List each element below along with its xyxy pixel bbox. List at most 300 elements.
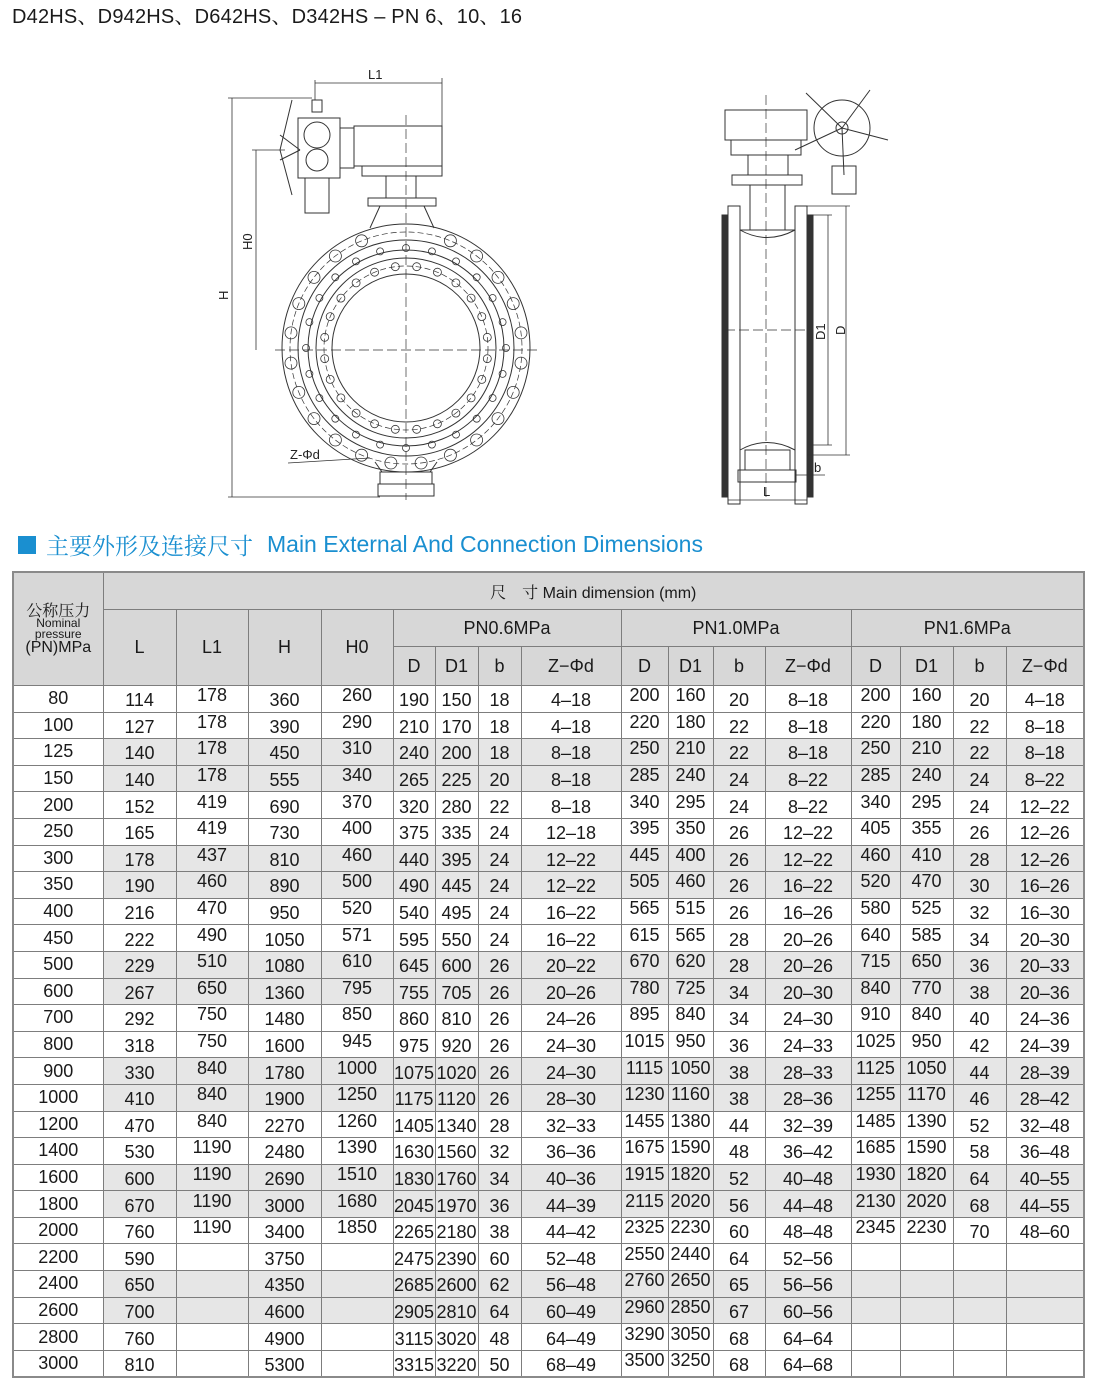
- table-cell: [248, 1217, 321, 1244]
- table-cell: [393, 1271, 435, 1298]
- header-subcol: D1: [435, 647, 478, 686]
- dimensions-table: [12, 571, 1085, 1378]
- header-subcol: Z−Φd: [1006, 647, 1084, 686]
- table-cell: [953, 1297, 1006, 1324]
- cell-value: 1025: [855, 1031, 896, 1052]
- table-cell: [321, 739, 393, 766]
- table-cell: [435, 951, 478, 978]
- table-cell: [103, 1058, 176, 1085]
- table-cell: [953, 1005, 1006, 1032]
- cell-value: 165: [124, 823, 155, 844]
- cell-value: 730: [269, 823, 300, 844]
- cell-value: 38: [969, 982, 990, 1003]
- cell-value: 515: [675, 898, 706, 919]
- table-cell: [393, 1297, 435, 1324]
- cell-value: 760: [124, 1222, 155, 1243]
- header-group-pn10: PN1.0MPa: [621, 610, 851, 647]
- table-cell: [393, 1191, 435, 1218]
- table-cell: [1006, 739, 1084, 766]
- cell-value: 2600: [436, 1275, 477, 1296]
- table-cell: [621, 1271, 668, 1298]
- cell-value: 16–22: [545, 903, 597, 924]
- cell-nominal-pressure: [13, 1031, 103, 1058]
- table-cell: [521, 686, 621, 713]
- cell-value: 20–26: [545, 982, 597, 1003]
- cell-value: 1340: [436, 1115, 477, 1136]
- cell-value: 56–56: [782, 1275, 834, 1296]
- table-cell: [713, 978, 765, 1005]
- table-cell: [478, 1271, 521, 1298]
- table-cell: [321, 1005, 393, 1032]
- cell-value: 705: [441, 982, 472, 1003]
- cell-value: 1000: [336, 1057, 378, 1078]
- table-cell: [851, 951, 900, 978]
- cell-value: 585: [911, 924, 942, 945]
- cell-value: 525: [911, 898, 942, 919]
- table-cell: [900, 1244, 953, 1271]
- table-cell: [521, 1084, 621, 1111]
- cell-value: 4600: [264, 1301, 305, 1322]
- cell-value: 24: [489, 876, 510, 897]
- cell-value: 38: [728, 1062, 750, 1083]
- cell-value: 200: [860, 685, 891, 706]
- table-cell: [521, 1058, 621, 1085]
- cell-value: 12–22: [782, 823, 834, 844]
- table-cell: [851, 1191, 900, 1218]
- table-cell: [1006, 792, 1084, 819]
- table-cell: [668, 1271, 713, 1298]
- cell-value: 285: [629, 765, 660, 786]
- cell-value: 1075: [393, 1062, 435, 1083]
- table-cell: [248, 1350, 321, 1377]
- cell-value: 2130: [855, 1190, 896, 1211]
- table-cell: [851, 872, 900, 899]
- cell-value: 150: [43, 768, 74, 789]
- table-cell: [103, 1031, 176, 1058]
- cell-value: 1200: [38, 1113, 79, 1134]
- cell-value: 571: [341, 924, 373, 945]
- cell-value: 48–48: [782, 1222, 834, 1243]
- cell-value: 34: [728, 1009, 750, 1030]
- cell-value: 200: [43, 794, 74, 815]
- table-cell: [176, 898, 248, 925]
- cell-value: 640: [860, 924, 891, 945]
- table-cell: [176, 818, 248, 845]
- table-cell: [900, 1058, 953, 1085]
- cell-value: 240: [675, 765, 706, 786]
- cell-value: 530: [124, 1142, 155, 1163]
- cell-value: 1930: [855, 1164, 896, 1184]
- cell-value: 22: [728, 743, 750, 764]
- cell-nominal-pressure: [13, 1217, 103, 1244]
- cell-value: 18: [489, 743, 510, 764]
- cell-value: 52–56: [782, 1248, 834, 1269]
- cell-value: 1255: [855, 1084, 896, 1105]
- cell-value: 44: [728, 1115, 750, 1136]
- cell-value: 510: [196, 951, 228, 972]
- table-row: [13, 686, 1084, 713]
- table-cell: [435, 1058, 478, 1085]
- cell-value: 840: [860, 978, 891, 998]
- cell-value: 32–39: [782, 1115, 834, 1136]
- table-cell: [765, 712, 851, 739]
- table-cell: [621, 1297, 668, 1324]
- cell-value: 2480: [264, 1142, 305, 1163]
- cell-value: 2045: [393, 1195, 435, 1216]
- table-cell: [621, 845, 668, 872]
- table-cell: [851, 686, 900, 713]
- table-cell: [900, 1324, 953, 1351]
- cell-value: 28–36: [782, 1089, 834, 1110]
- table-cell: [176, 1111, 248, 1138]
- cell-value: 180: [911, 712, 942, 732]
- table-cell: [435, 1297, 478, 1324]
- table-row: [13, 1005, 1084, 1032]
- table-cell: [478, 712, 521, 739]
- cell-value: 16–30: [1019, 903, 1070, 924]
- cell-value: 1230: [624, 1084, 665, 1105]
- cell-value: 210: [911, 738, 942, 759]
- cell-value: 24: [489, 823, 510, 844]
- table-cell: [248, 765, 321, 792]
- cell-value: 1115: [625, 1057, 664, 1078]
- cell-value: 470: [196, 898, 228, 919]
- table-cell: [521, 1111, 621, 1138]
- table-cell: [668, 818, 713, 845]
- bolt-hole-icon: [371, 420, 379, 428]
- cell-value: 725: [675, 978, 706, 998]
- table-cell: [321, 712, 393, 739]
- table-cell: [713, 1084, 765, 1111]
- table-cell: [713, 792, 765, 819]
- cell-value: 28: [489, 1115, 510, 1136]
- table-cell: [393, 1164, 435, 1191]
- table-cell: [521, 1217, 621, 1244]
- cell-value: 2020: [670, 1190, 711, 1211]
- cell-value: 795: [341, 978, 373, 998]
- cell-value: 12–22: [545, 849, 597, 870]
- cell-value: 1590: [906, 1137, 947, 1158]
- cell-value: 200: [441, 743, 472, 764]
- table-cell: [713, 1164, 765, 1191]
- table-cell: [103, 1138, 176, 1165]
- cell-value: 3000: [38, 1353, 79, 1374]
- table-cell: [668, 1324, 713, 1351]
- table-cell: [621, 1111, 668, 1138]
- table-cell: [621, 1031, 668, 1058]
- table-cell: [521, 1138, 621, 1165]
- table-cell: [953, 1217, 1006, 1244]
- bolt-hole-icon: [308, 271, 320, 283]
- cell-value: 24: [969, 770, 990, 791]
- table-cell: [621, 686, 668, 713]
- cell-value: 26: [489, 956, 510, 977]
- cell-value: 780: [629, 978, 660, 998]
- cell-value: 265: [398, 770, 430, 791]
- dim-label-l: L: [763, 484, 771, 499]
- table-cell: [393, 1005, 435, 1032]
- cell-value: 450: [43, 927, 74, 948]
- section-title-cn: 主要外形及连接尺寸: [46, 534, 253, 560]
- cell-nominal-pressure: [13, 1164, 103, 1191]
- table-cell: [851, 1031, 900, 1058]
- table-cell: [435, 1244, 478, 1271]
- cell-value: 64: [969, 1168, 990, 1189]
- table-cell: [1006, 1271, 1084, 1298]
- cell-value: 20: [969, 690, 990, 711]
- cell-value: 20–22: [545, 956, 597, 977]
- cell-value: 650: [911, 951, 942, 972]
- table-cell: [713, 686, 765, 713]
- table-cell: [248, 1244, 321, 1271]
- cell-nominal-pressure: [13, 1324, 103, 1351]
- table-cell: [176, 792, 248, 819]
- cell-nominal-pressure: [13, 872, 103, 899]
- cell-value: 340: [341, 765, 373, 786]
- cell-value: 800: [43, 1034, 74, 1055]
- table-cell: [103, 1164, 176, 1191]
- cell-value: 3050: [670, 1323, 711, 1344]
- table-cell: [851, 1217, 900, 1244]
- table-cell: [393, 845, 435, 872]
- cell-value: 1190: [192, 1190, 232, 1211]
- cell-value: 68–49: [545, 1355, 597, 1376]
- table-cell: [851, 925, 900, 952]
- cell-value: 595: [398, 929, 430, 950]
- cell-value: 750: [196, 1004, 228, 1025]
- cell-value: 64–64: [782, 1328, 834, 1349]
- cell-value: 1680: [336, 1190, 378, 1211]
- header-col-h0: H0: [321, 610, 393, 686]
- cell-value: 67: [728, 1301, 750, 1322]
- header-pn-cn: 公称压力: [26, 600, 91, 620]
- cell-value: 24: [969, 796, 990, 817]
- cell-nominal-pressure: [13, 739, 103, 766]
- table-row: [13, 1217, 1084, 1244]
- cell-value: 26: [489, 1036, 510, 1057]
- cell-value: 1190: [192, 1217, 232, 1238]
- cell-nominal-pressure: [13, 925, 103, 952]
- cell-value: 240: [911, 765, 942, 786]
- cell-value: 1050: [264, 929, 305, 950]
- table-cell: [435, 978, 478, 1005]
- table-cell: [521, 1244, 621, 1271]
- table-cell: [435, 845, 478, 872]
- cell-value: 2905: [393, 1301, 435, 1322]
- dim-label-l1: L1: [368, 67, 383, 82]
- cell-nominal-pressure: [13, 845, 103, 872]
- table-cell: [621, 765, 668, 792]
- cell-value: 32–48: [1019, 1115, 1070, 1136]
- table-cell: [713, 1271, 765, 1298]
- cell-value: 1080: [264, 956, 305, 977]
- cell-value: 1260: [336, 1111, 378, 1131]
- header-nominal-pressure: [13, 572, 103, 686]
- table-cell: [851, 818, 900, 845]
- cell-value: 210: [398, 716, 430, 737]
- cell-value: 400: [43, 901, 74, 922]
- table-cell: [851, 845, 900, 872]
- table-cell: [478, 1164, 521, 1191]
- cell-value: 220: [629, 712, 660, 732]
- table-cell: [478, 1058, 521, 1085]
- table-cell: [393, 1031, 435, 1058]
- cell-value: 437: [196, 845, 228, 865]
- table-cell: [393, 765, 435, 792]
- table-cell: [1006, 1031, 1084, 1058]
- cell-value: 38: [728, 1089, 750, 1110]
- cell-nominal-pressure: [13, 1271, 103, 1298]
- cell-value: 410: [124, 1089, 155, 1110]
- cell-value: 8–18: [550, 770, 592, 791]
- table-cell: [176, 1031, 248, 1058]
- table-cell: [621, 1244, 668, 1271]
- cell-value: 24–30: [545, 1036, 597, 1057]
- cell-value: 1190: [192, 1137, 232, 1158]
- cell-value: 24–33: [782, 1036, 834, 1057]
- cell-value: 1900: [264, 1089, 305, 1110]
- cell-value: 2390: [436, 1248, 477, 1269]
- cell-value: 200: [629, 685, 660, 706]
- table-cell: [713, 1191, 765, 1218]
- table-cell: [393, 1217, 435, 1244]
- cell-value: 20–26: [782, 956, 834, 977]
- table-cell: [248, 1111, 321, 1138]
- section-title-en: Main External And Connection Dimensions: [267, 531, 703, 557]
- table-cell: [248, 792, 321, 819]
- table-cell: [103, 845, 176, 872]
- table-cell: [713, 739, 765, 766]
- table-cell: [1006, 978, 1084, 1005]
- header-subcol: D: [851, 647, 900, 686]
- table-cell: [478, 925, 521, 952]
- cell-value: 229: [124, 956, 155, 977]
- table-cell: [478, 898, 521, 925]
- cell-value: 600: [43, 980, 74, 1001]
- table-cell: [478, 1084, 521, 1111]
- cell-value: 565: [629, 898, 660, 919]
- table-cell: [1006, 1005, 1084, 1032]
- cell-value: 240: [398, 743, 430, 764]
- cell-value: 405: [860, 818, 891, 839]
- table-cell: [765, 1350, 851, 1377]
- cell-value: 20: [728, 690, 750, 711]
- cell-value: 20–36: [1019, 982, 1070, 1003]
- cell-nominal-pressure: [13, 1111, 103, 1138]
- cell-value: 34: [489, 1168, 510, 1189]
- table-cell: [521, 1031, 621, 1058]
- table-cell: [765, 1297, 851, 1324]
- table-cell: [900, 1191, 953, 1218]
- table-cell: [765, 765, 851, 792]
- bolt-hole-icon: [452, 279, 460, 287]
- cell-value: 48: [489, 1328, 510, 1349]
- table-cell: [321, 1084, 393, 1111]
- cell-value: 715: [860, 951, 891, 972]
- cell-value: 24–30: [545, 1062, 597, 1083]
- table-cell: [248, 1058, 321, 1085]
- cell-value: 56: [728, 1195, 750, 1216]
- cell-value: 65: [728, 1275, 750, 1296]
- cell-value: 2265: [393, 1222, 435, 1243]
- table-cell: [393, 1111, 435, 1138]
- cell-nominal-pressure: [13, 951, 103, 978]
- cell-value: 1850: [336, 1217, 378, 1238]
- cell-value: 152: [124, 796, 155, 817]
- cell-value: 470: [911, 871, 942, 892]
- cell-value: 18: [489, 716, 510, 737]
- table-cell: [1006, 712, 1084, 739]
- cell-value: 24: [489, 849, 510, 870]
- valve-drawing: [0, 0, 1100, 520]
- table-cell: [1006, 1084, 1084, 1111]
- table-cell: [900, 1217, 953, 1244]
- cell-value: 5300: [264, 1355, 305, 1376]
- cell-value: 28–33: [782, 1062, 834, 1083]
- table-cell: [1006, 845, 1084, 872]
- cell-value: 419: [196, 818, 228, 839]
- cell-value: 28–30: [545, 1089, 597, 1110]
- cell-value: 3020: [436, 1328, 477, 1349]
- cell-value: 100: [43, 714, 74, 735]
- table-row: [13, 1271, 1084, 1298]
- table-cell: [900, 978, 953, 1005]
- table-cell: [321, 765, 393, 792]
- table-cell: [713, 1350, 765, 1377]
- cell-value: 1160: [671, 1084, 710, 1105]
- table-cell: [953, 1324, 1006, 1351]
- table-cell: [393, 978, 435, 1005]
- table-cell: [1006, 765, 1084, 792]
- table-cell: [103, 818, 176, 845]
- table-cell: [321, 1271, 393, 1298]
- table-cell: [435, 1111, 478, 1138]
- cell-value: 330: [124, 1062, 155, 1083]
- table-cell: [668, 686, 713, 713]
- table-cell: [713, 1244, 765, 1271]
- table-cell: [435, 1191, 478, 1218]
- table-cell: [953, 1031, 1006, 1058]
- table-cell: [103, 1084, 176, 1111]
- dim-label-h0: H0: [240, 233, 255, 250]
- table-cell: [478, 1138, 521, 1165]
- cell-value: 8–18: [787, 690, 829, 711]
- table-row: [13, 739, 1084, 766]
- cell-value: 1015: [624, 1031, 665, 1052]
- cell-value: 40–36: [545, 1168, 597, 1189]
- bolt-hole-icon: [515, 357, 527, 369]
- table-cell: [478, 739, 521, 766]
- cell-value: 24: [489, 903, 510, 924]
- cell-value: 190: [124, 876, 155, 897]
- table-cell: [103, 872, 176, 899]
- table-cell: [621, 898, 668, 925]
- cell-value: 900: [43, 1060, 74, 1081]
- table-cell: [900, 872, 953, 899]
- cell-value: 26: [489, 982, 510, 1003]
- table-cell: [248, 739, 321, 766]
- table-cell: [621, 818, 668, 845]
- table-cell: [668, 712, 713, 739]
- table-cell: [900, 818, 953, 845]
- table-cell: [668, 1111, 713, 1138]
- table-row: [13, 1164, 1084, 1191]
- table-cell: [621, 872, 668, 899]
- cell-value: 8–18: [787, 716, 829, 737]
- cell-value: 3315: [393, 1355, 435, 1376]
- section-marker-icon: [18, 536, 36, 554]
- cell-value: 2230: [670, 1217, 711, 1238]
